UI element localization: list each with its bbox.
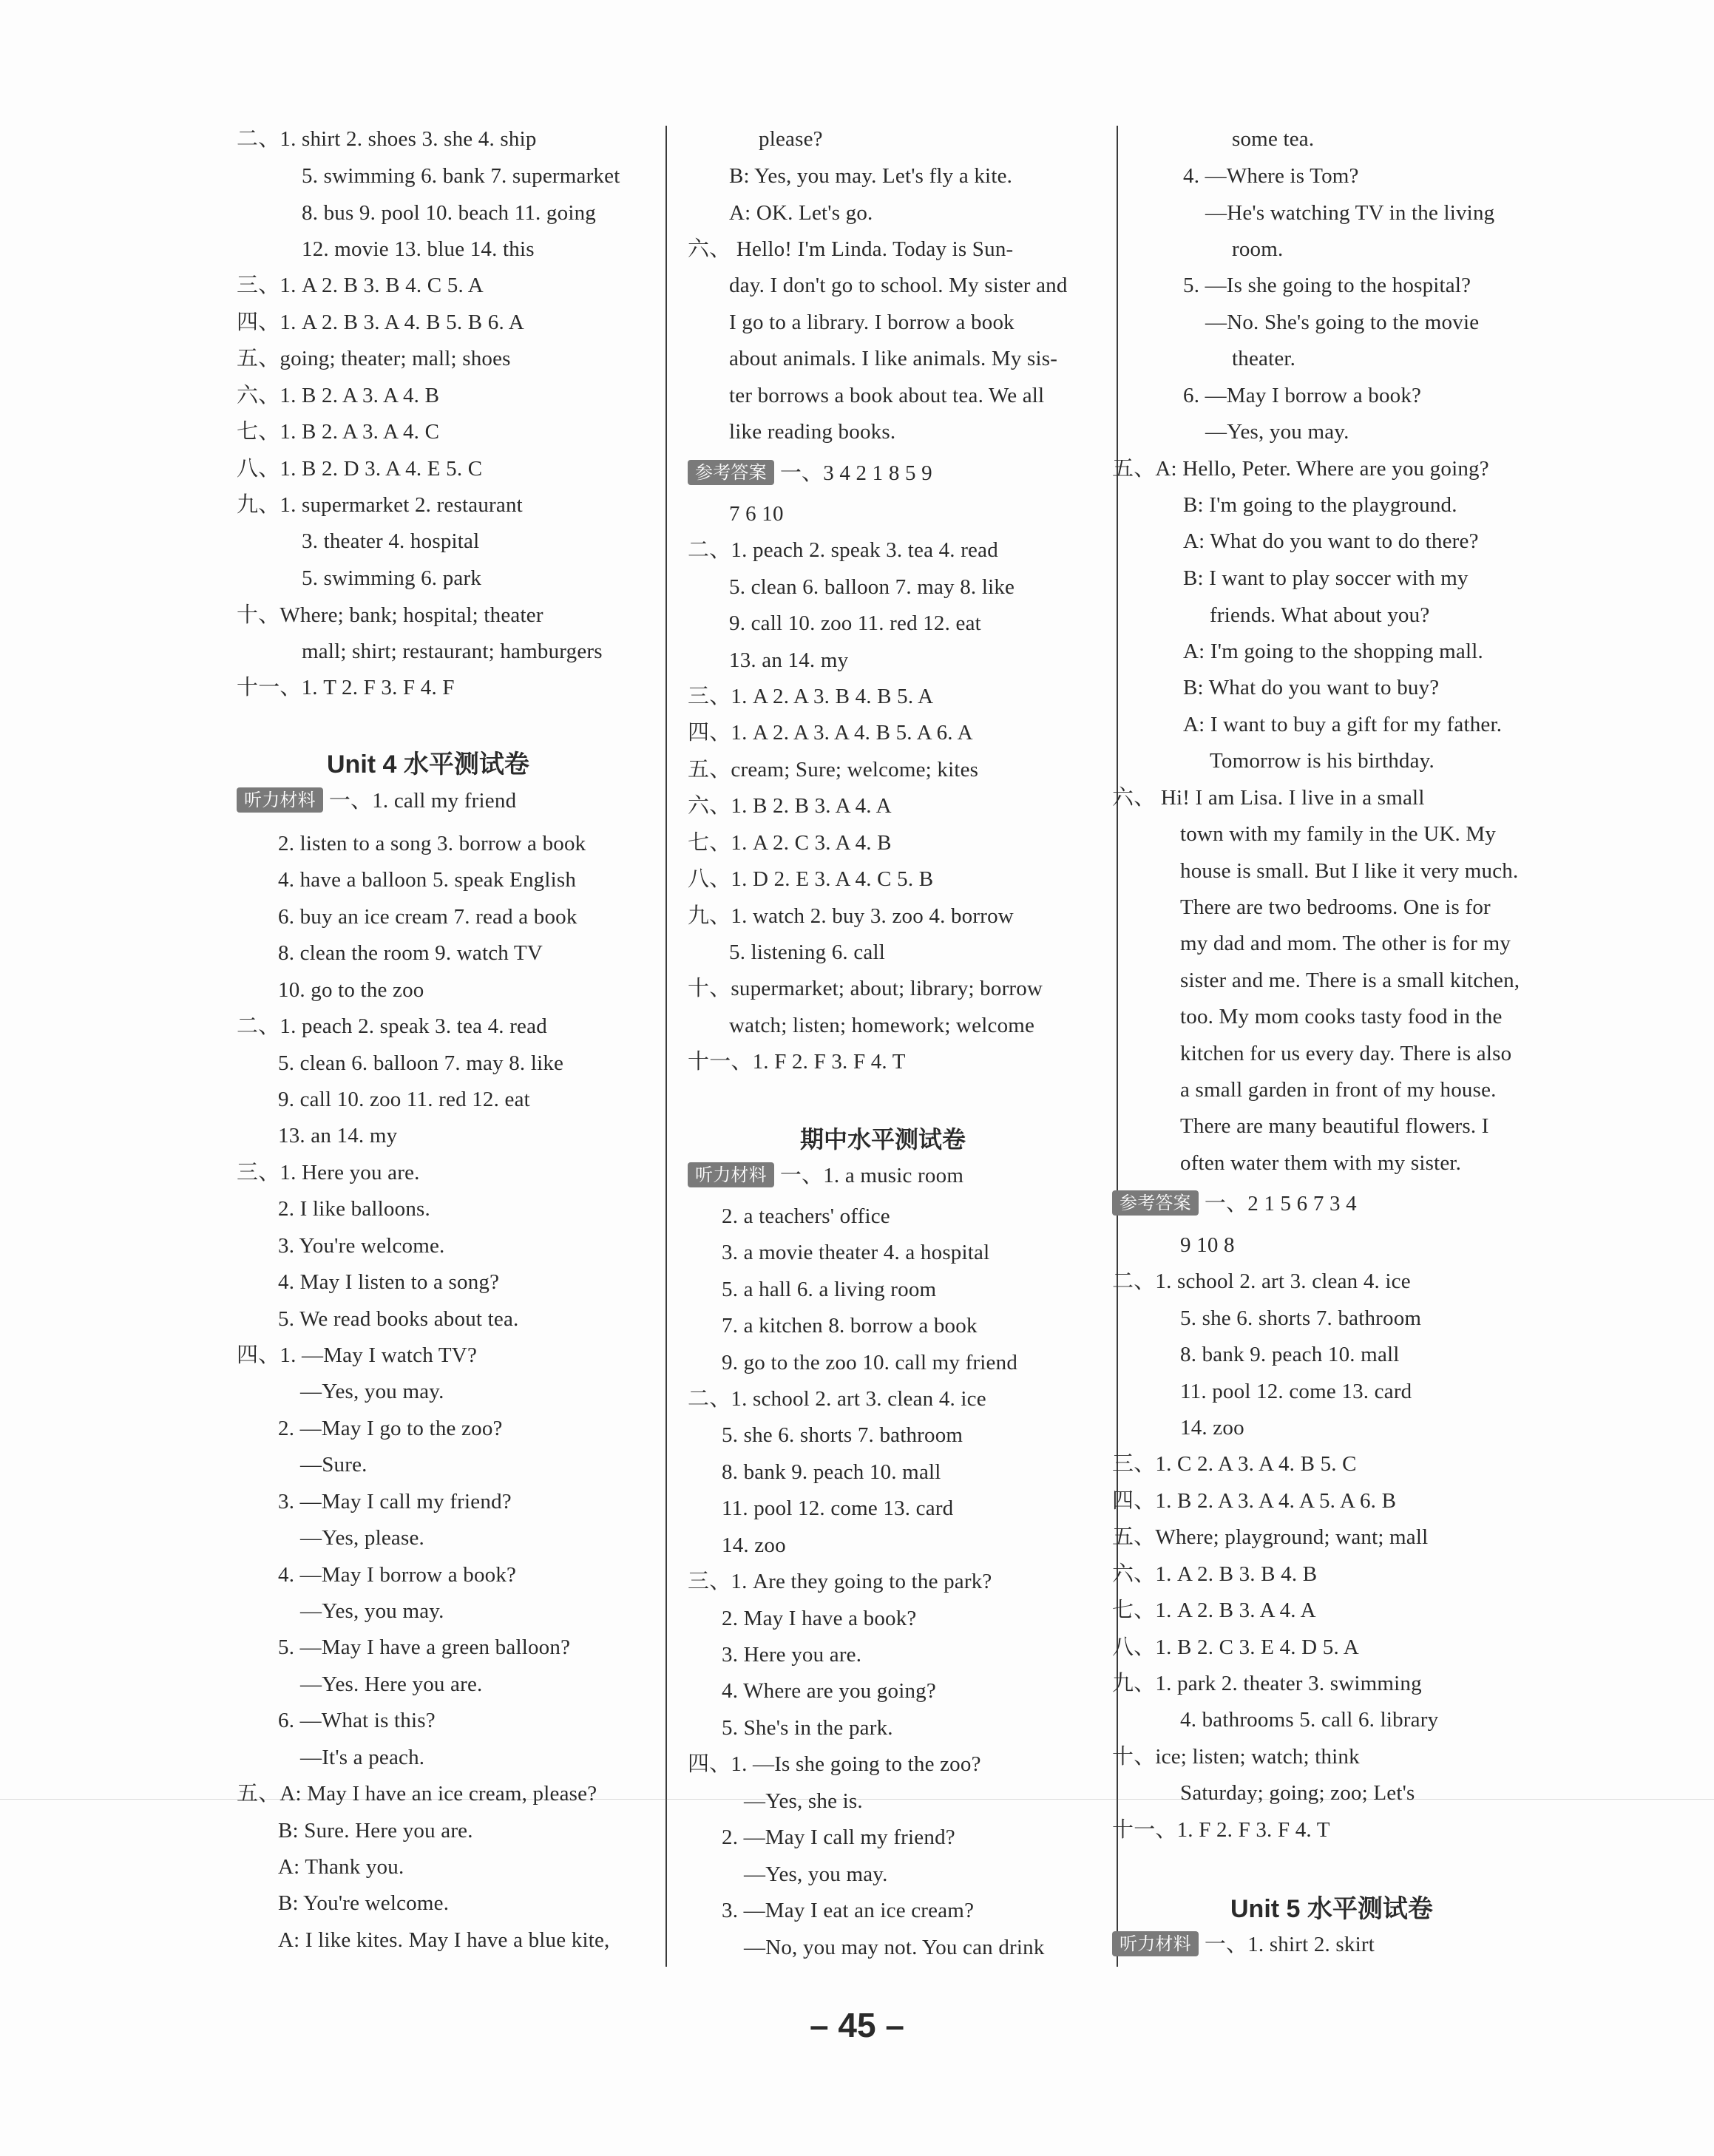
answer-line: 二、1. shirt 2. shoes 3. she 4. ship — [237, 127, 537, 151]
answer-line: 14. zoo — [1180, 1416, 1244, 1440]
answer-line: 十、Where; bank; hospital; theater — [237, 603, 543, 627]
page-number: – 45 – — [810, 2006, 904, 2044]
answer-line: 11. pool 12. come 13. card — [722, 1496, 954, 1520]
answer-line: 十一、1. T 2. F 3. F 4. F — [237, 676, 455, 699]
answer-line: too. My mom cooks tasty food in the — [1180, 1005, 1503, 1028]
answer-line: 4. Where are you going? — [722, 1679, 936, 1703]
answer-line: some tea. — [1232, 127, 1315, 151]
answer-line: 3. —May I eat an ice cream? — [722, 1899, 975, 1922]
answer-line: 参考答案 一、2 1 5 6 7 3 4 — [1112, 1190, 1357, 1217]
answer-line: B: You're welcome. — [278, 1891, 450, 1915]
answer-line: 五、A: May I have an ice cream, please? — [237, 1782, 597, 1806]
answer-line: 听力材料 一、1. a music room — [688, 1162, 963, 1189]
answer-line: 5. —Is she going to the hospital? — [1183, 274, 1471, 297]
answer-line: 5. she 6. shorts 7. bathroom — [1180, 1306, 1422, 1330]
answer-line: 五、Where; playground; want; mall — [1112, 1525, 1429, 1549]
answer-line: 3. theater 4. hospital — [302, 529, 480, 553]
answer-line: 4. —Where is Tom? — [1183, 164, 1359, 188]
column-divider-left — [665, 126, 667, 1967]
answer-line: 3. Here you are. — [722, 1643, 862, 1667]
answer-line: B: What do you want to buy? — [1183, 676, 1440, 699]
answer-line: 9. go to the zoo 10. call my friend — [722, 1351, 1018, 1374]
answer-line: 4. May I listen to a song? — [278, 1270, 500, 1294]
answer-line: 十一、1. F 2. F 3. F 4. T — [1112, 1818, 1330, 1842]
answer-line: please? — [759, 127, 823, 151]
answer-line: —No, you may not. You can drink — [744, 1936, 1045, 1959]
answer-line: —Yes. Here you are. — [300, 1672, 483, 1696]
answer-line: day. I don't go to school. My sister and — [729, 274, 1068, 297]
listening-tag: 听力材料 — [237, 787, 323, 813]
answer-line: 三、1. Are they going to the park? — [688, 1570, 992, 1593]
answer-line: 九、1. park 2. theater 3. swimming — [1112, 1672, 1422, 1695]
answer-line: 六、 Hello! I'm Linda. Today is Sun- — [688, 237, 1014, 261]
answer-line: 六、1. B 2. A 3. A 4. B — [237, 384, 440, 407]
answer-line: 二、1. peach 2. speak 3. tea 4. read — [688, 538, 998, 562]
answer-line: 8. bank 9. peach 10. mall — [1180, 1343, 1400, 1366]
answer-line: 10. go to the zoo — [278, 978, 424, 1002]
answer-line: 9 10 8 — [1180, 1233, 1235, 1257]
listening-tag: 听力材料 — [688, 1162, 774, 1187]
answer-line: 8. bus 9. pool 10. beach 11. going — [302, 201, 596, 225]
answer-line: 5. We read books about tea. — [278, 1307, 519, 1331]
answer-line: 二、1. school 2. art 3. clean 4. ice — [688, 1387, 986, 1411]
answer-line: 5. she 6. shorts 7. bathroom — [722, 1423, 963, 1447]
answer-line: —Yes, you may. — [744, 1862, 888, 1886]
answer-line: —Yes, you may. — [300, 1380, 444, 1403]
answer-line: B: Yes, you may. Let's fly a kite. — [729, 164, 1013, 188]
answer-line: about animals. I like animals. My sis- — [729, 347, 1058, 370]
answer-line: —Sure. — [300, 1453, 367, 1477]
answer-line: —Yes, you may. — [300, 1599, 444, 1623]
answer-line: 6. —What is this? — [278, 1709, 436, 1732]
answer-line: house is small. But I like it very much. — [1180, 859, 1519, 883]
answer-line: 四、1. A 2. B 3. A 4. B 5. B 6. A — [237, 311, 524, 334]
answer-line: 四、1. —Is she going to the zoo? — [688, 1752, 981, 1776]
answer-line: 5. clean 6. balloon 7. may 8. like — [729, 575, 1015, 599]
answer-line: often water them with my sister. — [1180, 1151, 1462, 1175]
answer-line: 七、1. B 2. A 3. A 4. C — [237, 420, 440, 444]
answer-line: 5. swimming 6. park — [302, 566, 482, 590]
answer-line: 八、1. B 2. D 3. A 4. E 5. C — [237, 457, 483, 481]
answer-line: Tomorrow is his birthday. — [1210, 749, 1434, 773]
answer-line: 九、1. watch 2. buy 3. zoo 4. borrow — [688, 904, 1014, 928]
answer-line: 四、1. —May I watch TV? — [237, 1343, 478, 1367]
answer-line: A: I like kites. May I have a blue kite, — [278, 1928, 610, 1952]
answer-line: There are many beautiful flowers. I — [1180, 1114, 1489, 1138]
answer-line: A: I'm going to the shopping mall. — [1183, 640, 1483, 663]
answer-line: 12. movie 13. blue 14. this — [302, 237, 535, 261]
answer-line: 2. —May I call my friend? — [722, 1826, 955, 1849]
answer-line: 六、 Hi! I am Lisa. I live in a small — [1112, 786, 1425, 810]
answer-line: mall; shirt; restaurant; hamburgers — [302, 640, 603, 663]
answer-line: 4. bathrooms 5. call 6. library — [1180, 1708, 1439, 1732]
answer-line: 6. —May I borrow a book? — [1183, 384, 1422, 407]
answers-tag: 参考答案 — [1112, 1190, 1199, 1216]
answer-line: 2. a teachers' office — [722, 1204, 890, 1228]
answer-line: A: What do you want to do there? — [1183, 529, 1479, 553]
answer-line: 9. call 10. zoo 11. red 12. eat — [278, 1088, 530, 1111]
answer-line: 5. listening 6. call — [729, 940, 885, 964]
answer-line: 三、1. A 2. B 3. B 4. C 5. A — [237, 274, 484, 297]
answer-line: A: OK. Let's go. — [729, 201, 873, 225]
answer-line: town with my family in the UK. My — [1180, 822, 1497, 846]
answer-line: 七、1. A 2. C 3. A 4. B — [688, 831, 892, 855]
answer-line: 13. an 14. my — [278, 1124, 398, 1148]
section-heading-unit4: Unit 4 水平测试卷 — [327, 750, 529, 779]
answer-line: 8. clean the room 9. watch TV — [278, 941, 543, 965]
answer-line: 听力材料 一、1. call my friend — [237, 787, 516, 814]
answer-line: 5. She's in the park. — [722, 1716, 893, 1740]
answer-line: 十一、1. F 2. F 3. F 4. T — [688, 1050, 906, 1074]
answer-line: 十、supermarket; about; library; borrow — [688, 977, 1043, 1000]
answer-line: A: I want to buy a gift for my father. — [1183, 713, 1503, 736]
answer-line: —He's watching TV in the living — [1205, 201, 1495, 225]
answer-line: —No. She's going to the movie — [1205, 311, 1480, 334]
answer-line: 五、cream; Sure; welcome; kites — [688, 758, 979, 782]
answer-line: 5. —May I have a green balloon? — [278, 1635, 571, 1659]
answer-line: 五、A: Hello, Peter. Where are you going? — [1112, 457, 1489, 481]
answer-line: like reading books. — [729, 420, 896, 444]
answer-line: 5. clean 6. balloon 7. may 8. like — [278, 1051, 564, 1075]
answer-line: B: I'm going to the playground. — [1183, 493, 1457, 517]
answer-line: 8. bank 9. peach 10. mall — [722, 1460, 941, 1484]
answer-line: 9. call 10. zoo 11. red 12. eat — [729, 611, 981, 635]
answer-line: 7 6 10 — [729, 502, 784, 526]
answer-line: 六、1. A 2. B 3. B 4. B — [1112, 1562, 1318, 1586]
answer-line: friends. What about you? — [1210, 603, 1430, 627]
answer-line: watch; listen; homework; welcome — [729, 1014, 1035, 1037]
answer-line: 参考答案 一、3 4 2 1 8 5 9 — [688, 460, 932, 487]
section-heading-unit5: Unit 5 水平测试卷 — [1230, 1895, 1433, 1923]
answer-line: 二、1. school 2. art 3. clean 4. ice — [1112, 1269, 1411, 1293]
answer-line: 八、1. D 2. E 3. A 4. C 5. B — [688, 867, 934, 891]
answer-line: B: I want to play soccer with my — [1183, 566, 1469, 590]
answer-line: Saturday; going; zoo; Let's — [1180, 1781, 1415, 1805]
answer-line: sister and me. There is a small kitchen, — [1180, 969, 1520, 992]
answer-line: 4. have a balloon 5. speak English — [278, 868, 577, 892]
answer-line: 3. a movie theater 4. a hospital — [722, 1241, 990, 1264]
answer-line: room. — [1232, 237, 1284, 261]
section-heading-midterm: 期中水平测试卷 — [800, 1125, 966, 1153]
answer-line: 7. a kitchen 8. borrow a book — [722, 1314, 978, 1338]
answer-line: 2. May I have a book? — [722, 1607, 917, 1630]
answer-line: —Yes, you may. — [1205, 420, 1349, 444]
answer-line: 13. an 14. my — [729, 648, 849, 672]
answer-line: 三、1. Here you are. — [237, 1161, 420, 1184]
answer-line: 三、1. C 2. A 3. A 4. B 5. C — [1112, 1452, 1357, 1476]
answer-line: 11. pool 12. come 13. card — [1180, 1380, 1412, 1403]
answer-line: my dad and mom. The other is for my — [1180, 932, 1511, 955]
answer-line: 2. —May I go to the zoo? — [278, 1417, 503, 1440]
answer-line: a small garden in front of my house. — [1180, 1078, 1497, 1102]
answer-line: I go to a library. I borrow a book — [729, 311, 1014, 334]
answer-line: 3. —May I call my friend? — [278, 1490, 512, 1513]
answer-line: 七、1. A 2. B 3. A 4. A — [1112, 1599, 1316, 1622]
answer-line: A: Thank you. — [278, 1855, 404, 1879]
answer-line: 九、1. supermarket 2. restaurant — [237, 493, 523, 517]
answer-line: ter borrows a book about tea. We all — [729, 384, 1045, 407]
answer-line: 4. —May I borrow a book? — [278, 1563, 517, 1587]
answer-line: 2. I like balloons. — [278, 1197, 430, 1221]
answer-line: 三、1. A 2. A 3. B 4. B 5. A — [688, 685, 934, 708]
answer-line: 二、1. peach 2. speak 3. tea 4. read — [237, 1014, 547, 1038]
answer-line: —Yes, she is. — [744, 1789, 863, 1813]
answer-line: 5. a hall 6. a living room — [722, 1278, 937, 1301]
listening-tag: 听力材料 — [1112, 1931, 1199, 1956]
answer-line: 八、1. B 2. C 3. E 4. D 5. A — [1112, 1635, 1359, 1659]
answer-line: 五、going; theater; mall; shoes — [237, 347, 511, 370]
answer-line: 四、1. B 2. A 3. A 4. A 5. A 6. B — [1112, 1489, 1397, 1513]
answer-line: kitchen for us every day. There is also — [1180, 1042, 1512, 1065]
answer-line: 14. zoo — [722, 1533, 786, 1557]
answer-line: 6. buy an ice cream 7. read a book — [278, 905, 577, 929]
answer-line: 2. listen to a song 3. borrow a book — [278, 832, 586, 855]
answer-line: 听力材料 一、1. shirt 2. skirt — [1112, 1931, 1375, 1958]
answer-line: 十、ice; listen; watch; think — [1112, 1745, 1360, 1769]
answer-line: 六、1. B 2. B 3. A 4. A — [688, 794, 892, 818]
answer-line: —Yes, please. — [300, 1526, 425, 1550]
answer-line: 5. swimming 6. bank 7. supermarket — [302, 164, 620, 188]
answers-tag: 参考答案 — [688, 460, 774, 485]
answer-line: There are two bedrooms. One is for — [1180, 895, 1491, 919]
answer-line: 3. You're welcome. — [278, 1234, 445, 1258]
answer-line: —It's a peach. — [300, 1746, 425, 1769]
answer-line: 四、1. A 2. A 3. A 4. B 5. A 6. A — [688, 721, 973, 745]
answer-line: B: Sure. Here you are. — [278, 1819, 473, 1843]
answer-line: theater. — [1232, 347, 1296, 370]
